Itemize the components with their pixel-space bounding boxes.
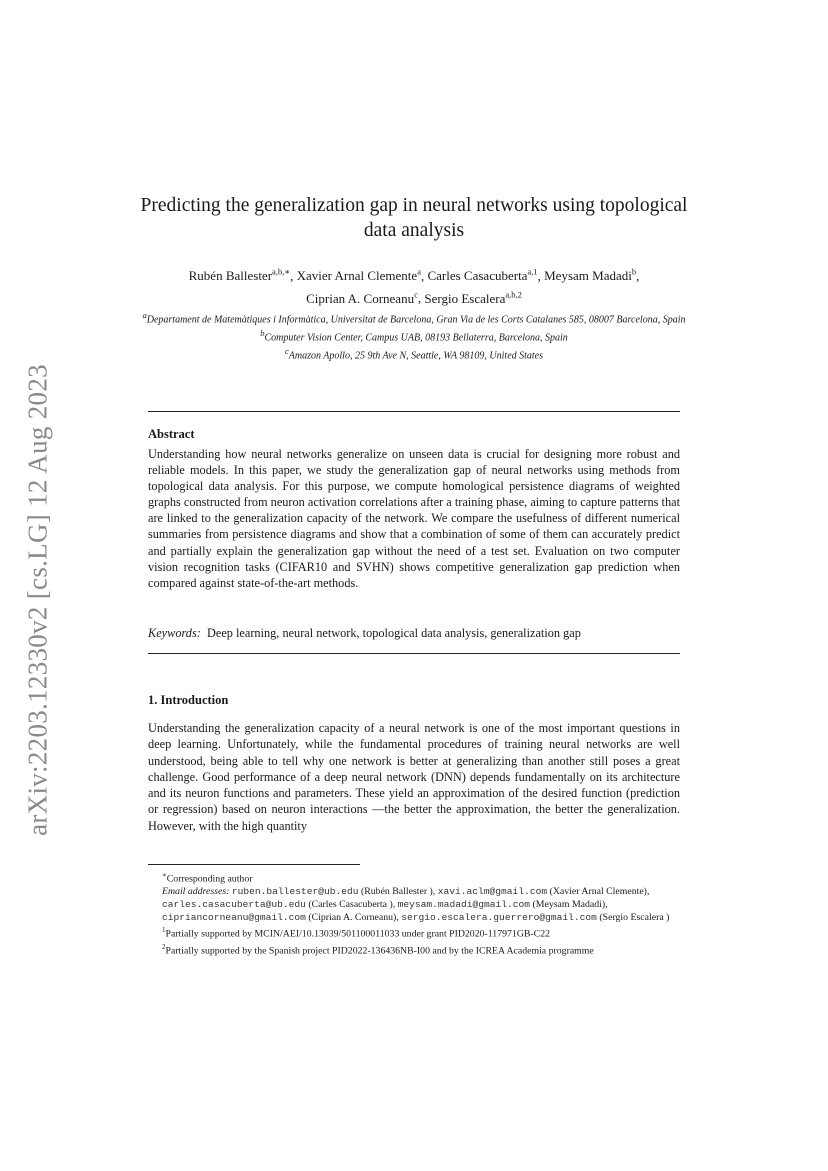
arxiv-identifier-text: arXiv:2203.12330v2 [cs.LG] 12 Aug 2023: [22, 364, 53, 836]
footnote-1: $^1$Partially supported by MCIN/AEI/10.13039/501100011033 under grant PID2020-117971GB-C22: [162, 926, 550, 940]
abstract-bottom-rule: [148, 653, 680, 654]
keywords-line: [148, 626, 680, 641]
author-list: Rubén Ballester$^{a,b,∗}$, Xavier Arnal Clemente$^a$, Carles Casacuberta$^{a,1}$, Meysam Madadi$^b$, Ciprian A. Corneanu$^c$, Sergio Escalera$^{a,b,2}$: [188, 267, 640, 306]
paper-title: Predicting the generalization gap in neural networks using topological data analysis: [140, 195, 688, 241]
email-link[interactable]: cipriancorneanu@gmail.com: [162, 912, 306, 924]
affiliation: $^b$Computer Vision Center, Campus UAB, 08193 Bellaterra, Barcelona, Spain: [260, 327, 568, 344]
footnote-rule: [148, 864, 360, 865]
footnote-corresponding: ∗Corresponding author: [162, 871, 253, 885]
author: Rubén Ballester$^{a,b,∗}$: [188, 267, 291, 284]
footnotes: [148, 869, 680, 957]
author: Xavier Arnal Clemente$^a$: [296, 267, 421, 284]
keywords-text: Deep learning, neural network, topological data analysis, generalization gap: [206, 626, 581, 640]
affiliation: $^c$Amazon Apollo, 25 9th Ave N, Seattle, WA 98109, United States: [284, 345, 544, 361]
email-link[interactable]: ruben.ballester@ub.edu: [231, 886, 359, 898]
author: Ciprian A. Corneanu$^c$: [306, 289, 418, 306]
section-body: Understanding the generalization capacity of a neural network is one of the most important questions in deep learning. Unfortunately, while the fundamental procedures of training neural networks are well understood, being able to tell why one network is better at generalizing than another still poses a great challenge. Good performance of a deep neural network (DNN) depends fundamentally on its architecture and its neuron functions and parameters. These yield an approximation of the desired function (prediction or regression) based on neuron interactions —the better the approximation, the better the generalization. However, with the high quantity: [148, 721, 680, 833]
email-link[interactable]: carles.casacuberta@ub.edu: [162, 899, 306, 911]
section-heading: 1. Introduction: [148, 693, 229, 707]
email-link[interactable]: meysam.madadi@gmail.com: [397, 899, 531, 911]
abstract-body: Understanding how neural networks generalize on unseen data is crucial for designing more robust and reliable models. In this paper, we study the generalization gap of neural networks using methods from topological data analysis. For this purpose, we compute homological persistence diagrams of weighted graphs constructed from neuron activation correlations after a training phase, aiming to capture patterns that are linked to the generalization capacity of the network. We compare the usefulness of different numerical summaries from persistence diagrams and show that a combination of some of them can accurately predict and partially explain the generalization gap without the need of a test set. Evaluation on two computer vision recognition tasks (CIFAR10 and SVHN) shows competitive generalization gap prediction when compared against state-of-the-art methods.: [148, 447, 680, 590]
arxiv-identifier-stamp: [18, 350, 58, 850]
footnote-2: $^2$Partially supported by the Spanish project PID2022-136436NB-I00 and by the ICREA Academia programme: [162, 942, 594, 956]
author: Carles Casacuberta$^{a,1}$: [427, 267, 538, 284]
affiliation: $^a$Departament de Matemàtiques i Informàtica, Universitat de Barcelona, Gran Via de les Corts Catalanes 585, 08007 Barcelona, Spain: [142, 310, 686, 326]
email-label: Email addresses:: [162, 886, 230, 898]
email-link[interactable]: sergio.escalera.guerrero@gmail.com: [401, 912, 597, 924]
footnote-emails: Email addresses: ruben.ballester@ub.edu (Rubén Ballester ), xavi.aclm@gmail.com (Xavier Arnal Clemente), carles.casacuberta@ub.edu (Carles Casacuberta ), meysam.madadi@gmail.com (Meysam Madadi), cipriancorneanu@gmail.com (Ciprian A. Corneanu), sergio.escalera.guerrero@gmail.com (Sergio Escalera ): [162, 886, 670, 924]
affiliation-list: [140, 309, 688, 362]
author: Sergio Escalera$^{a,b,2}$: [424, 289, 522, 306]
email-link[interactable]: xavi.aclm@gmail.com: [437, 886, 548, 898]
abstract-top-rule: [148, 411, 680, 412]
keywords-label: Keywords:: [148, 626, 201, 640]
author: Meysam Madadi$^b$: [544, 267, 637, 284]
abstract-heading: Abstract: [148, 427, 195, 441]
